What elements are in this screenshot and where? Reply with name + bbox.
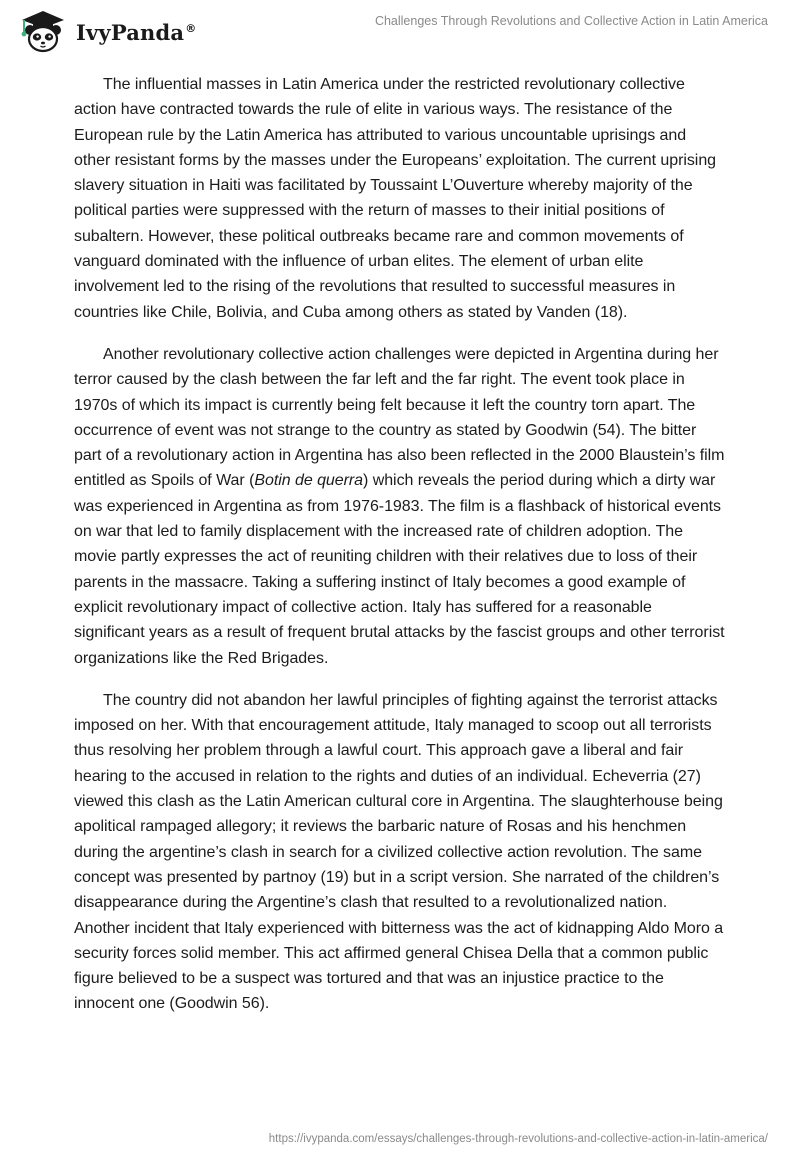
paragraph-3: The country did not abandon her lawful principles of fighting against the terrorist attacks imposed on her. With that encouragement attitude, Italy managed to scoop out all terrorists thus resolving her problem through a lawful court. This approach gave a liberal and fair hearing to the accused in relation to the rights and duties of an individual. Echeverria (27) viewed this clash as the Latin American cultural core in Argentina. The slaughterhouse being apolitical rampaged allegory; it reviews the barbaric nature of Rosas and his henchmen during the argentine’s clash in search for a civilized collective action revolution. The same concept was presented by partnoy (19) but in a script version. She narrated of the children’s disappearance during the Argentine’s clash that resulted to a revolutionalized nation. Another incident that Italy experienced with bitterness was the act of kidnapping Aldo Moro a security forces solid member. This act affirmed general Chisea Della that a common public figure believed to be a suspect was tortured and that was an injustice practice to the innocent one (Goodwin 56).	[74, 691, 724, 1013]
panda-graduate-icon	[14, 8, 72, 54]
film-title-italic: Botin de querra	[254, 472, 364, 490]
essay-body	[74, 72, 726, 1034]
running-title: Challenges Through Revolutions and Collective Action in Latin America	[374, 14, 768, 28]
logo-wordmark: IvyPanda®	[76, 19, 197, 45]
site-logo[interactable]	[14, 8, 196, 54]
paragraph-1: The influential masses in Latin America under the restricted revolutionary collective action have contracted towards the rule of elite in various ways. The resistance of the European rule by the Latin America has attributed to various uncountable uprisings and other resistant forms by the masses under the Europeans’ exploitation. The current uprising slavery situation in Haiti was facilitated by Toussaint L’Ouverture whereby majority of the political parties were suppressed with the return of masses to their initial positions of subaltern. However, these political outbreaks became rare and common movements of vanguard dominated with the influence of urban elites. The element of urban elite involvement led to the rising of the revolutions that resulted to successful measures in countries like Chile, Bolivia, and Cuba among others as stated by Vanden (18).	[74, 76, 717, 321]
paragraph-2-text-before: Another revolutionary collective action challenges were depicted in Argentina during her terror caused by the clash between the far left and the far right. The event took place in 1970s of which its impact is currently being felt because it left the country torn apart. The occurrence of event was not strange to the country as stated by Goodwin (54). The bitter part of a revolutionary action in Argentina has also been reflected in the 2000 Blaustein’s film entitled as Spoils of War (	[74, 345, 725, 490]
paragraph-2	[74, 342, 726, 671]
footer-source-url[interactable]: https://ivypanda.com/essays/challenges-through-revolutions-and-collective-action-in-latin-america/	[268, 1133, 768, 1145]
page-header	[0, 0, 800, 60]
registered-mark: ®	[185, 21, 197, 35]
paragraph-2-text-after: ) which reveals the period during which a dirty war was experienced in Argentina as from 1976-1983. The film is a flashback of historical events on war that led to family displacement with the increased rate of children adoption. The movie partly expresses the act of reuniting children with their relatives due to loss of their parents in the massacre. Taking a suffering instinct of Italy becomes a good example of explicit revolutionary impact of collective action. Italy has suffered for a reasonable significant years as a result of frequent brutal attacks by the fascist groups and other terrorist organizations like the Red Brigades.	[74, 472, 725, 667]
